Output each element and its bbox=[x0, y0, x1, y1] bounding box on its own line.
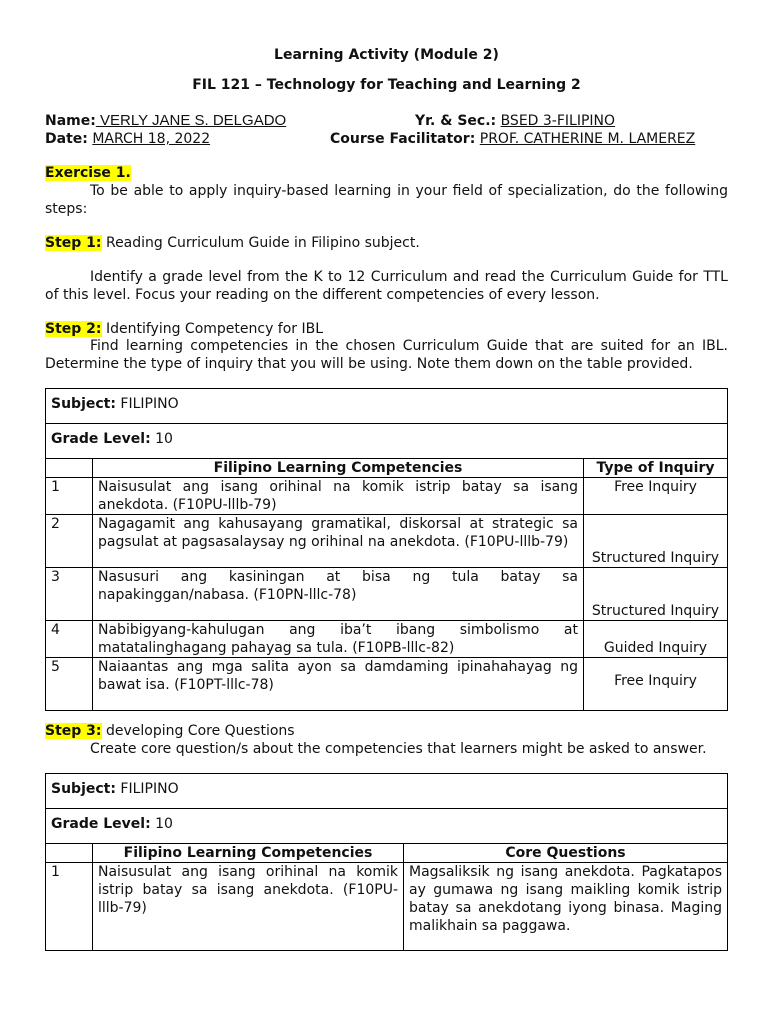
competencies-header: Filipino Learning Competencies bbox=[93, 459, 584, 478]
grade-row bbox=[46, 809, 728, 844]
grade-row bbox=[46, 424, 728, 459]
facilitator-value: PROF. CATHERINE M. LAMEREZ bbox=[479, 131, 696, 147]
row-number: 1 bbox=[46, 478, 93, 515]
grade-label: Grade Level: bbox=[51, 431, 151, 447]
num-header bbox=[46, 459, 93, 478]
step2-label: Step 2: bbox=[45, 321, 102, 337]
competency-cell: Naisusulat ang isang orihinal na komik istrip batay sa isang anekdota. (F10PU-lllb-79) bbox=[93, 863, 404, 951]
core-questions-table bbox=[45, 773, 728, 951]
step2-title: Identifying Competency for IBL bbox=[101, 321, 324, 337]
grade-label: Grade Level: bbox=[51, 816, 151, 832]
step2-heading bbox=[45, 320, 728, 338]
document-title: Learning Activity (Module 2) bbox=[274, 47, 499, 63]
table-row bbox=[46, 621, 728, 658]
subject-row bbox=[46, 774, 728, 809]
step1-title: Reading Curriculum Guide in Filipino subject. bbox=[101, 235, 420, 251]
date-field bbox=[45, 130, 210, 148]
inquiry-cell: Free Inquiry bbox=[584, 658, 728, 711]
table-header-row bbox=[46, 844, 728, 863]
step3-body: Create core question/s about the competencies that learners might be asked to answer. bbox=[90, 741, 707, 757]
subject-row bbox=[46, 389, 728, 424]
subject-label: Subject: bbox=[51, 396, 116, 412]
subject-value: FILIPINO bbox=[115, 396, 179, 412]
table-row bbox=[46, 568, 728, 621]
yrsec-label: Yr. & Sec.: bbox=[415, 113, 497, 129]
grade-cell bbox=[46, 424, 728, 459]
inquiry-cell: Structured Inquiry bbox=[584, 568, 728, 621]
row-number: 1 bbox=[46, 863, 93, 951]
questions-header: Core Questions bbox=[404, 844, 728, 863]
competencies-header: Filipino Learning Competencies bbox=[93, 844, 404, 863]
name-label: Name: bbox=[45, 113, 96, 129]
row-number: 2 bbox=[46, 515, 93, 568]
table-row bbox=[46, 515, 728, 568]
step3-label: Step 3: bbox=[45, 723, 102, 739]
exercise-label: Exercise 1. bbox=[45, 165, 131, 181]
name-value: VERLY JANE S. DELGADO bbox=[95, 112, 287, 129]
grade-value: 10 bbox=[150, 431, 173, 447]
subject-label: Subject: bbox=[51, 781, 116, 797]
inquiry-cell: Structured Inquiry bbox=[584, 515, 728, 568]
competency-cell: Naisusulat ang isang orihinal na komik istrip batay sa isang anekdota. (F10PU-lllb-79) bbox=[93, 478, 584, 515]
inquiry-header: Type of Inquiry bbox=[584, 459, 728, 478]
inquiry-cell: Guided Inquiry bbox=[584, 621, 728, 658]
subject-value: FILIPINO bbox=[115, 781, 179, 797]
table-row bbox=[46, 863, 728, 951]
exercise-intro: To be able to apply inquiry-based learning in your field of specialization, do the following steps: bbox=[45, 183, 728, 217]
core-question-cell: Magsaliksik ng isang anekdota. Pagkatapos ay gumawa ng isang maikling komik istrip batay sa anekdotang iyong binasa. Maging malikhain sa paggawa. bbox=[404, 863, 728, 951]
competency-cell: Nagagamit ang kahusayang gramatikal, diskorsal at strategic sa pagsulat at pagsasalaysay ng orihinal na anekdota. (F10PU-lllb-79) bbox=[93, 515, 584, 568]
competency-cell: Nabibigyang-kahulugan ang iba’t ibang simbolismo at matatalinghagang pahayag sa tula. (F10PB-lllc-82) bbox=[93, 621, 584, 658]
subject-cell bbox=[46, 389, 728, 424]
num-header bbox=[46, 844, 93, 863]
exercise-heading bbox=[45, 164, 728, 182]
step3-heading bbox=[45, 722, 728, 740]
row-number: 3 bbox=[46, 568, 93, 621]
row-number: 4 bbox=[46, 621, 93, 658]
subject-cell bbox=[46, 774, 728, 809]
step3-title: developing Core Questions bbox=[101, 723, 295, 739]
date-label: Date: bbox=[45, 131, 88, 147]
competency-cell: Nasusuri ang kasiningan at bisa ng tula batay sa napakinggan/nabasa. (F10PN-lllc-78) bbox=[93, 568, 584, 621]
facilitator-field bbox=[330, 130, 695, 148]
document-subtitle: FIL 121 – Technology for Teaching and Learning 2 bbox=[192, 77, 581, 93]
table-row bbox=[46, 658, 728, 711]
row-number: 5 bbox=[46, 658, 93, 711]
yrsec-value: BSED 3-FILIPINO bbox=[500, 113, 616, 129]
step2-body: Find learning competencies in the chosen Curriculum Guide that are suited for an IBL. Determine the type of inquiry that you will be using. Note them down on the table provided. bbox=[45, 338, 728, 372]
table-header-row bbox=[46, 459, 728, 478]
yrsec-field bbox=[415, 112, 615, 130]
competency-table bbox=[45, 388, 728, 711]
grade-value: 10 bbox=[150, 816, 173, 832]
date-value: MARCH 18, 2022 bbox=[92, 131, 211, 147]
name-field bbox=[45, 112, 286, 130]
step1-label: Step 1: bbox=[45, 235, 102, 251]
step1-body: Identify a grade level from the K to 12 Curriculum and read the Curriculum Guide for TTL of this level. Focus your reading on the different competencies of every lesson. bbox=[45, 269, 728, 303]
grade-cell bbox=[46, 809, 728, 844]
competency-cell: Naiaantas ang mga salita ayon sa damdaming ipinahahayag ng bawat isa. (F10PT-lllc-78) bbox=[93, 658, 584, 711]
facilitator-label: Course Facilitator: bbox=[330, 131, 476, 147]
inquiry-cell: Free Inquiry bbox=[584, 478, 728, 515]
table-row bbox=[46, 478, 728, 515]
step1-heading bbox=[45, 234, 728, 252]
